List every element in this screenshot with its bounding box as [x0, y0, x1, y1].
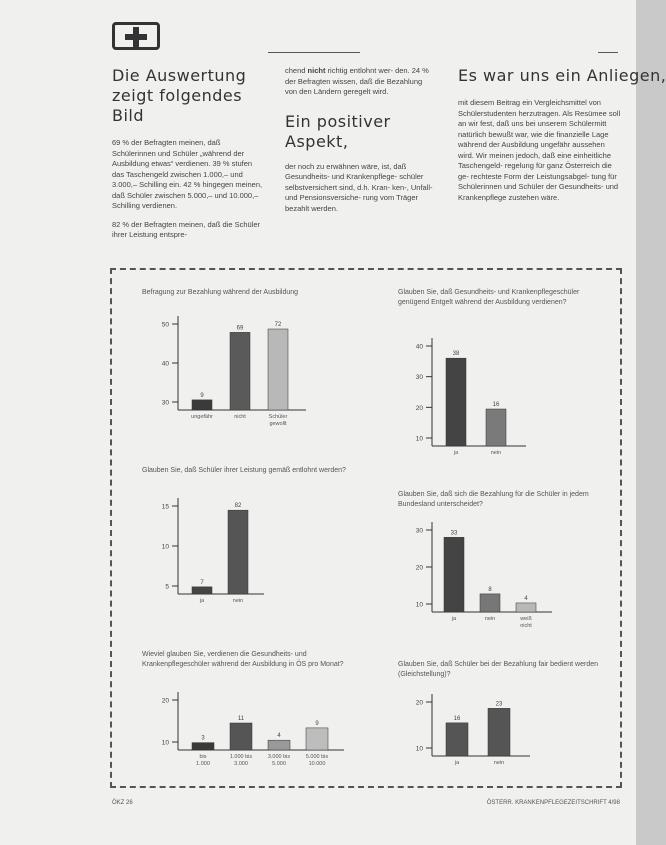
- paragraph: 82 % der Befragten meinen, daß die Schüler ihrer Leistung entspre-: [112, 219, 261, 239]
- category-label: 3.000 bis: [267, 754, 291, 760]
- category-label: ungefähr: [191, 414, 213, 420]
- bar: [230, 723, 252, 750]
- column-1: [112, 66, 264, 249]
- bar: [192, 587, 212, 594]
- y-tick-label: 10: [161, 739, 169, 747]
- category-label: Schüler: [268, 414, 288, 420]
- bar: [268, 740, 290, 750]
- paragraph: mit diesem Beitrag ein Vergleichsmittel von Schülerstudenten herzutragen. Als Resümee soll an wir fest, daß uns bei unserem Schülermitt natürlich bewußt war, wie die finanzielle Lage während der Ausbildung ungefähr aussehen wird. Wir meinen jedoch, daß eine einheitliche Taschengeld- regelung für ganz Österreich die ge- rechteste Form der Leistungsabgel- tung für Schülerinnen und Schüler der Gesundheits- und Krankenpflege zustehen wäre.: [458, 98, 621, 202]
- column-3: [458, 66, 666, 211]
- bar: [192, 743, 214, 750]
- bar-value-label: 69: [236, 325, 244, 332]
- category-label: 10.000: [308, 761, 326, 767]
- y-tick-label: 30: [415, 374, 423, 382]
- category-label: 5.000: [272, 761, 286, 767]
- chart-title: Glauben Sie, daß Schüler bei der Bezahlung fair bedient werden (Gleichstellung)?: [398, 661, 599, 678]
- chart-bundesland: [396, 516, 556, 636]
- top-rule: [268, 52, 360, 53]
- bar-value-label: 9: [200, 392, 204, 399]
- category-label: ja: [453, 450, 459, 456]
- bar-value-label: 4: [524, 595, 528, 602]
- chart-leistung: [140, 490, 280, 620]
- category-label: nicht: [520, 623, 532, 629]
- category-label: 5.000 bis: [305, 754, 329, 760]
- chart-gleichstellung: [396, 690, 536, 778]
- y-tick-label: 10: [415, 745, 423, 753]
- bar-value-label: 7: [200, 579, 204, 586]
- y-tick-label: 20: [415, 564, 423, 572]
- bar-value-label: 16: [453, 715, 461, 722]
- y-tick-label: 20: [161, 697, 169, 705]
- category-label: weiß: [520, 616, 532, 622]
- bar: [488, 708, 510, 756]
- top-rule-right: [598, 52, 618, 53]
- bar-value-label: 11: [237, 716, 245, 722]
- y-tick-label: 20: [415, 404, 423, 412]
- bar-value-label: 33: [450, 530, 458, 537]
- category-label: 1.000: [196, 761, 210, 767]
- column-2: [285, 66, 435, 222]
- y-tick-label: 5: [165, 583, 169, 591]
- bar-value-label: 9: [315, 720, 319, 727]
- chart-title: Wieviel glauben Sie, verdienen die Gesundheits- und Krankenpflegeschüler während der Ausbildung in ÖS pro Monat?: [142, 651, 344, 668]
- y-tick-label: 10: [161, 543, 169, 551]
- footer-journal: ÖSTERR. KRANKENPFLEGEZEITSCHRIFT 4/98: [486, 800, 620, 806]
- category-label: nicht: [234, 414, 246, 420]
- category-label: gewollt: [269, 421, 287, 427]
- y-tick-label: 20: [415, 699, 423, 707]
- y-tick-label: 30: [415, 527, 423, 535]
- y-tick-label: 50: [161, 321, 169, 329]
- chart-verdienst: [140, 688, 340, 776]
- paragraph: 69 % der Befragten meinen, daß Schülerinnen und Schüler „während der Ausbildung etwas“ verdienen. 39 % stufen das Taschengeld zwischen 1.000,– und 3.000,– Schilling ein. 42 % hingegen meinen, daß Schüler zwischen 5.000,– und 10.000,– Schilling verdienen.: [112, 138, 263, 210]
- bar: [446, 358, 466, 446]
- category-label: nein: [493, 760, 505, 766]
- chart-title: Befragung zur Bezahlung während der Ausbildung: [142, 289, 299, 296]
- bar-value-label: 72: [274, 322, 282, 328]
- category-label: nein: [484, 616, 496, 622]
- y-tick-label: 10: [415, 601, 423, 609]
- y-tick-label: 30: [161, 399, 169, 407]
- category-label: ja: [454, 760, 460, 766]
- cross-logo-icon: [112, 22, 160, 50]
- bar: [486, 409, 506, 446]
- chart-title: Glauben Sie, daß Schüler ihrer Leistung gemäß entlohnt werden?: [142, 467, 346, 474]
- chart-genuegend-entgelt: [396, 330, 546, 470]
- paragraph: chend nicht richtig entlohnt wer- den. 24 % der Befragten wissen, daß die Bezahlung von den Ländern geregelt wird.: [285, 66, 429, 96]
- heading-anliegen: Es war uns ein Anliegen,: [458, 66, 666, 85]
- bar-value-label: 23: [495, 701, 503, 708]
- category-label: bis: [199, 754, 207, 760]
- bar: [446, 723, 468, 756]
- bar: [480, 594, 500, 612]
- footer-page-number: ÖKZ 26: [112, 800, 133, 806]
- chart-title: Glauben Sie, daß Gesundheits- und Krankenpflegeschüler genügend Entgelt während der Ausbildung verdienen?: [398, 289, 580, 306]
- bar: [228, 510, 248, 594]
- bar-value-label: 8: [488, 586, 492, 593]
- bar-value-label: 16: [492, 402, 500, 409]
- y-tick-label: 10: [415, 435, 423, 443]
- column-1-body: [112, 138, 264, 241]
- column-2-body: [285, 66, 435, 98]
- chart-bezahlung: [140, 312, 320, 432]
- y-tick-label: 40: [415, 343, 423, 351]
- bar-value-label: 38: [452, 351, 460, 358]
- category-label: ja: [199, 598, 205, 604]
- bar: [444, 537, 464, 612]
- heading-aspekt: Ein positiver Aspekt,: [285, 111, 391, 151]
- paragraph: der noch zu erwähnen wäre, ist, daß Gesundheits- und Krankenpflege- schüler selbstversichert sind, d.h. Kran- ken-, Unfall- und Pensionsversiche- rung vom Träger bezahlt werden.: [285, 161, 433, 213]
- y-tick-label: 15: [161, 503, 169, 511]
- category-label: ja: [451, 616, 457, 622]
- bar-value-label: 3: [201, 735, 205, 742]
- bar: [516, 603, 536, 612]
- category-label: nein: [232, 598, 244, 604]
- bar-value-label: 82: [234, 503, 242, 510]
- bar: [230, 332, 250, 410]
- bar: [268, 329, 288, 410]
- heading-auswertung: Die Auswertung zeigt folgendes Bild: [112, 66, 247, 125]
- bar: [306, 728, 328, 750]
- bar: [192, 400, 212, 410]
- bar-value-label: 4: [277, 733, 281, 740]
- chart-title: Glauben Sie, daß sich die Bezahlung für die Schüler in jedem Bundesland unterscheidet?: [398, 491, 589, 508]
- y-tick-label: 40: [161, 360, 169, 368]
- category-label: nein: [490, 450, 502, 456]
- category-label: 1.000 bis: [229, 754, 253, 760]
- category-label: 3.000: [234, 761, 248, 767]
